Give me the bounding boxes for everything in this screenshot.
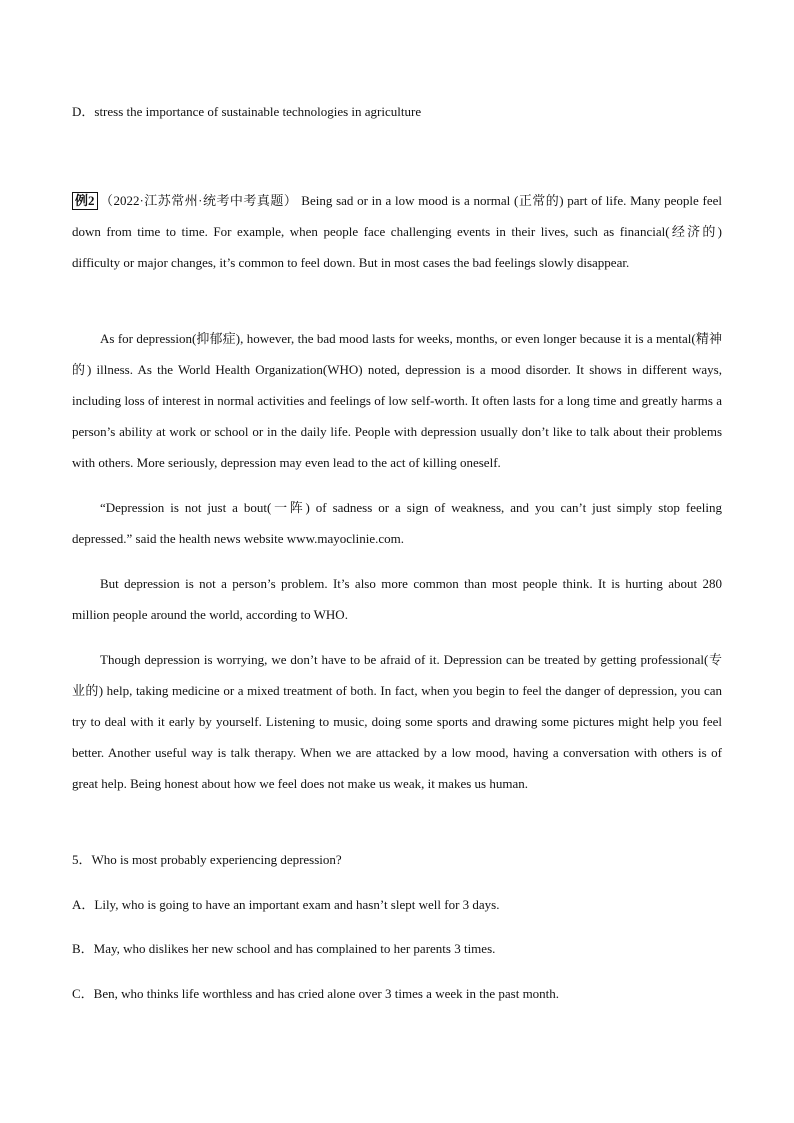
option-d: D．stress the importance of sustainable technologies in agriculture bbox=[72, 104, 422, 119]
paragraph-2: As for depression(抑郁症), however, the bad mood lasts for weeks, months, or even longer because it is a mental(精神的) illness. As the World Health Organization(WHO) noted, depression is a mood disorder. It shows in different ways, including loss of interest in normal activities and feelings of low self-worth. It often lasts for a long time and greatly harms a person’s ability at work or school or in the daily life. People with depression usually don’t like to talk about their problems with others. More seriously, depression may even lead to the act of killing oneself. bbox=[72, 331, 722, 470]
option-b: B．May, who dislikes her new school and has complained to her parents 3 times. bbox=[72, 941, 496, 956]
question-stem: 5．Who is most probably experiencing depression? bbox=[72, 852, 342, 867]
paragraph-3: “Depression is not just a bout(一阵) of sadness or a sign of weakness, and you can’t just simply stop feeling depressed.” said the health news website www.mayoclinie.com. bbox=[72, 500, 722, 546]
paragraph-1-text: Being sad or in a low mood is a normal (正常的) part of life. Many people feel down from time to time. For example, when people face challenging events in their lives, such as financial(经济的) difficulty or major changes, it’s common to feel down. But in most cases the bad feelings slowly disappear. bbox=[72, 193, 722, 270]
paragraph-4: But depression is not a person’s problem. It’s also more common than most people think. It is hurting about 280 million people around the world, according to WHO. bbox=[72, 576, 722, 622]
option-a: A．Lily, who is going to have an important exam and hasn’t slept well for 3 days. bbox=[72, 897, 500, 912]
example-source: （2022·江苏常州·统考中考真题） bbox=[99, 193, 298, 208]
paragraph-5: Though depression is worrying, we don’t have to be afraid of it. Depression can be treated by getting professional(专业的) help, taking medicine or a mixed treatment of both. In fact, when you begin to feel the danger of depression, you can try to deal with it early by yourself. Listening to music, doing some sports and drawing some pictures might help you feel better. Another useful way is talk therapy. When we are attacked by a low mood, having a conversation with others is of great help. Being honest about how we feel does not make us weak, it makes us human. bbox=[72, 652, 722, 791]
example-paragraph-1 bbox=[72, 185, 722, 278]
option-c: C．Ben, who thinks life worthless and has cried alone over 3 times a week in the past month. bbox=[72, 986, 560, 1001]
example-tag: 例2 bbox=[72, 192, 98, 210]
